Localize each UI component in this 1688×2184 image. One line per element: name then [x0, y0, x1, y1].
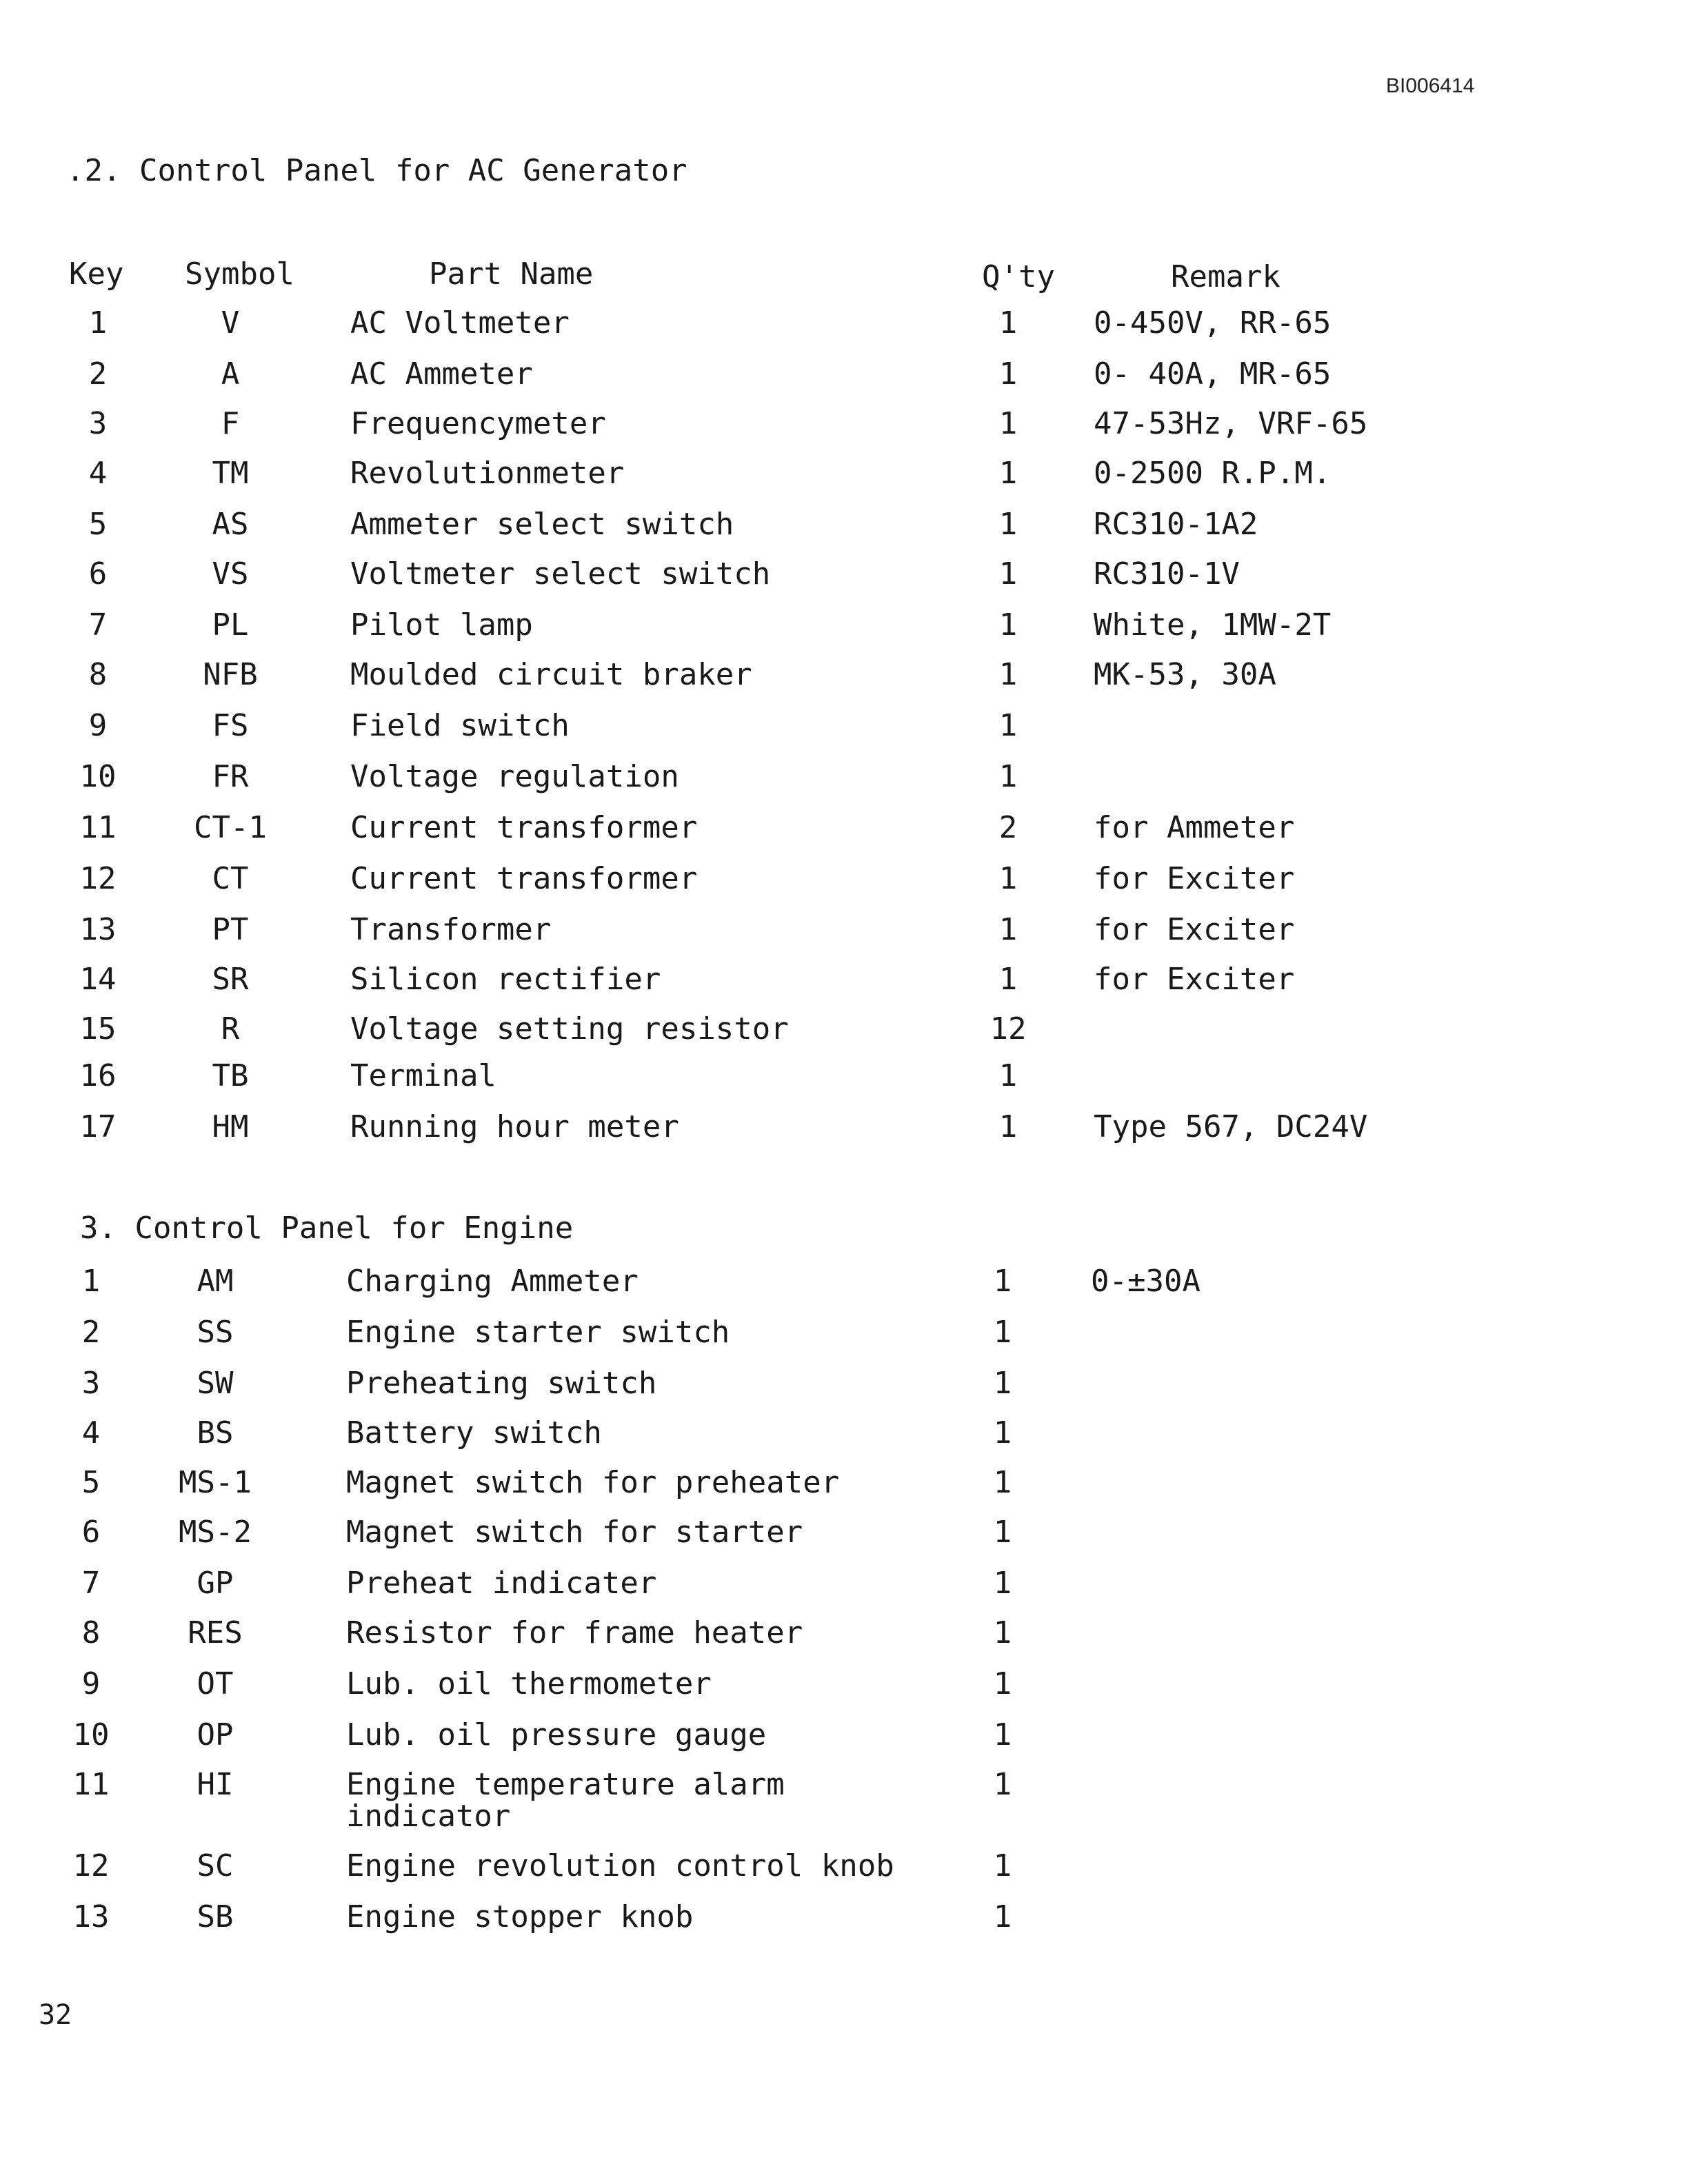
symbol-cell: F [221, 406, 240, 441]
key-cell: 2 [81, 1315, 101, 1350]
key-cell: 15 [79, 1011, 117, 1046]
key-cell: 14 [79, 962, 117, 997]
qty-cell: 1 [998, 356, 1018, 392]
part-name-cell: Field switch [350, 708, 570, 743]
qty-cell: 1 [993, 1315, 1012, 1350]
symbol-cell: OP [197, 1717, 234, 1752]
qty-cell: 1 [998, 1058, 1018, 1093]
key-cell: 12 [79, 861, 117, 896]
key-cell: 5 [88, 507, 108, 542]
remark-cell: for Ammeter [1094, 810, 1295, 845]
key-cell: 2 [88, 356, 108, 392]
part-name-cell: Voltmeter select switch [350, 556, 771, 592]
symbol-cell: GP [197, 1566, 234, 1601]
part-name-cell: Voltage regulation [350, 759, 679, 794]
qty-cell: 1 [993, 1366, 1012, 1401]
symbol-cell: HM [212, 1109, 249, 1144]
qty-cell: 1 [993, 1717, 1012, 1752]
key-cell: 9 [81, 1666, 101, 1701]
symbol-cell: AS [212, 507, 249, 542]
qty-cell: 1 [998, 556, 1018, 592]
header-remark: Remark [1171, 259, 1280, 294]
remark-cell: 0-±30A [1091, 1264, 1200, 1299]
qty-cell: 1 [998, 962, 1018, 997]
symbol-cell: NFB [203, 657, 258, 692]
symbol-cell: SC [197, 1848, 234, 1883]
key-cell: 10 [79, 759, 117, 794]
remark-cell: MK-53, 30A [1094, 657, 1276, 692]
key-cell: 17 [79, 1109, 117, 1144]
qty-cell: 1 [998, 507, 1018, 542]
key-cell: 6 [88, 556, 108, 592]
key-cell: 9 [88, 708, 108, 743]
qty-cell: 1 [998, 708, 1018, 743]
key-cell: 3 [81, 1366, 101, 1401]
part-name-cell: Magnet switch for preheater [346, 1465, 840, 1500]
part-name-cell: Engine revolution control knob [346, 1848, 894, 1883]
symbol-cell: OT [197, 1666, 234, 1701]
header-symbol: Symbol [185, 256, 294, 292]
part-name-cell: Preheating switch [346, 1366, 657, 1401]
key-cell: 13 [79, 912, 117, 947]
qty-cell: 1 [998, 759, 1018, 794]
qty-cell: 1 [998, 912, 1018, 947]
section-2-heading: .2. Control Panel for AC Generator [66, 153, 687, 188]
remark-cell: 47-53Hz, VRF-65 [1094, 406, 1368, 441]
qty-cell: 1 [993, 1465, 1012, 1500]
symbol-cell: CT [212, 861, 249, 896]
symbol-cell: SS [197, 1315, 234, 1350]
header-key: Key [69, 256, 124, 292]
qty-cell: 1 [998, 861, 1018, 896]
qty-cell: 1 [993, 1515, 1012, 1550]
symbol-cell: V [221, 305, 240, 341]
qty-cell: 1 [998, 456, 1018, 491]
part-name-cell: Current transformer [350, 810, 698, 845]
part-name-cell: Terminal [350, 1058, 496, 1093]
symbol-cell: SB [197, 1899, 234, 1934]
symbol-cell: SR [212, 962, 249, 997]
symbol-cell: R [221, 1011, 240, 1046]
symbol-cell: AM [197, 1264, 234, 1299]
section-3-heading: 3. Control Panel for Engine [80, 1211, 574, 1246]
key-cell: 1 [81, 1264, 101, 1299]
key-cell: 1 [88, 305, 108, 341]
qty-cell: 1 [993, 1566, 1012, 1601]
qty-cell: 1 [998, 607, 1018, 643]
qty-cell: 1 [993, 1415, 1012, 1450]
part-name-cell: Lub. oil thermometer [346, 1666, 712, 1701]
part-name-cell: Silicon rectifier [350, 962, 661, 997]
symbol-cell: VS [212, 556, 249, 592]
key-cell: 11 [72, 1767, 110, 1802]
qty-cell: 12 [989, 1011, 1027, 1046]
part-name-cell: Current transformer [350, 861, 698, 896]
part-name-cell: Voltage setting resistor [350, 1011, 789, 1046]
part-name-cell: Frequencymeter [350, 406, 606, 441]
key-cell: 10 [72, 1717, 110, 1752]
header-part-name: Part Name [429, 256, 594, 292]
part-name-cell: Moulded circuit braker [350, 657, 752, 692]
part-name-cell: AC Voltmeter [350, 305, 570, 341]
key-cell: 8 [81, 1615, 101, 1650]
remark-cell: 0-2500 R.P.M. [1094, 456, 1332, 491]
symbol-cell: A [221, 356, 240, 392]
key-cell: 4 [88, 456, 108, 491]
remark-cell: for Exciter [1094, 912, 1295, 947]
key-cell: 4 [81, 1415, 101, 1450]
key-cell: 7 [88, 607, 108, 643]
part-name-cell: Ammeter select switch [350, 507, 734, 542]
part-name-cell: Battery switch [346, 1415, 602, 1450]
qty-cell: 1 [993, 1666, 1012, 1701]
part-name-cell: Running hour meter [350, 1109, 679, 1144]
symbol-cell: TM [212, 456, 249, 491]
part-name-cell: Revolutionmeter [350, 456, 625, 491]
symbol-cell: MS-2 [179, 1515, 252, 1550]
symbol-cell: RES [188, 1615, 243, 1650]
key-cell: 6 [81, 1515, 101, 1550]
key-cell: 3 [88, 406, 108, 441]
part-name-cell: Engine stopper knob [346, 1899, 694, 1934]
key-cell: 12 [72, 1848, 110, 1883]
symbol-cell: FR [212, 759, 249, 794]
part-name-cell: Magnet switch for starter [346, 1515, 803, 1550]
part-name-cell: Preheat indicater [346, 1566, 657, 1601]
part-name-cell: Engine temperature alarm indicator [346, 1767, 785, 1834]
qty-cell: 1 [993, 1848, 1012, 1883]
qty-cell: 1 [998, 1109, 1018, 1144]
qty-cell: 2 [998, 810, 1018, 845]
key-cell: 5 [81, 1465, 101, 1500]
symbol-cell: SW [197, 1366, 234, 1401]
symbol-cell: BS [197, 1415, 234, 1450]
qty-cell: 1 [998, 406, 1018, 441]
symbol-cell: HI [197, 1767, 234, 1802]
remark-cell: for Exciter [1094, 861, 1295, 896]
remark-cell: RC310-1V [1094, 556, 1240, 592]
remark-cell: Type 567, DC24V [1094, 1109, 1368, 1144]
remark-cell: 0- 40A, MR-65 [1094, 356, 1332, 392]
key-cell: 8 [88, 657, 108, 692]
qty-cell: 1 [998, 305, 1018, 341]
part-name-cell: Charging Ammeter [346, 1264, 639, 1299]
part-name-cell: Transformer [350, 912, 552, 947]
part-name-cell: Engine starter switch [346, 1315, 730, 1350]
key-cell: 16 [79, 1058, 117, 1093]
symbol-cell: MS-1 [179, 1465, 252, 1500]
remark-cell: White, 1MW-2T [1094, 607, 1332, 643]
symbol-cell: FS [212, 708, 249, 743]
page-number: 32 [39, 1999, 72, 2031]
key-cell: 7 [81, 1566, 101, 1601]
symbol-cell: TB [212, 1058, 249, 1093]
symbol-cell: PL [212, 607, 249, 643]
symbol-cell: CT-1 [194, 810, 267, 845]
remark-cell: 0-450V, RR-65 [1094, 305, 1332, 341]
document-id: BI006414 [1386, 74, 1475, 97]
qty-cell: 1 [993, 1899, 1012, 1934]
qty-cell: 1 [993, 1615, 1012, 1650]
qty-cell: 1 [993, 1264, 1012, 1299]
key-cell: 13 [72, 1899, 110, 1934]
qty-cell: 1 [998, 657, 1018, 692]
part-name-cell: Lub. oil pressure gauge [346, 1717, 767, 1752]
key-cell: 11 [79, 810, 117, 845]
remark-cell: for Exciter [1094, 962, 1295, 997]
part-name-cell: Pilot lamp [350, 607, 533, 643]
header-qty: Q'ty [982, 259, 1055, 294]
qty-cell: 1 [993, 1767, 1012, 1802]
symbol-cell: PT [212, 912, 249, 947]
part-name-cell: Resistor for frame heater [346, 1615, 803, 1650]
remark-cell: RC310-1A2 [1094, 507, 1258, 542]
part-name-cell: AC Ammeter [350, 356, 533, 392]
